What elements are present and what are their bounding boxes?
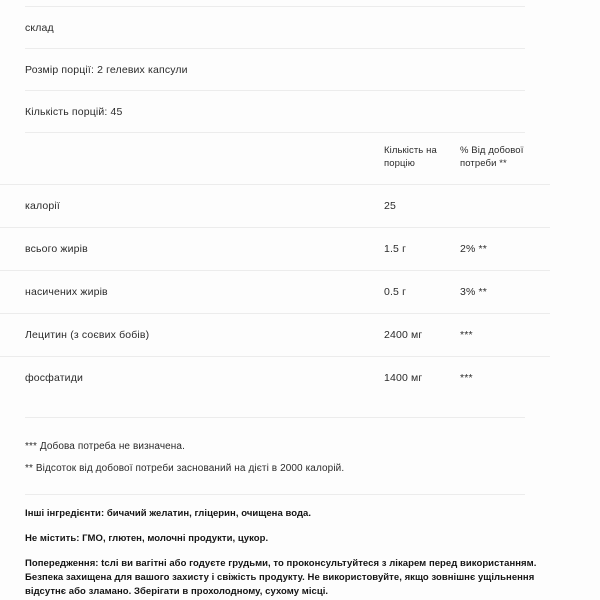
column-header-spacer	[550, 133, 600, 185]
spacer-after-disclaimer-divider	[0, 495, 600, 507]
nutrient-amount: 1.5 г	[384, 228, 460, 271]
row-spacer	[550, 314, 600, 357]
table-row	[0, 271, 600, 314]
servings-per-container-text: Кількість порцій: 45	[25, 105, 123, 118]
serving-size-row	[0, 49, 600, 90]
table-row	[0, 185, 600, 228]
table-body	[0, 185, 600, 400]
table-row	[0, 314, 600, 357]
warning-text: Попередження: tcлі ви вагітні або годуєте грудьми, то проконсультуйтеся з лікарем перед використанням. Безпека захищена для вашого захисту і свіжість продукту. Не використовуйте, якщо зовнішнє ущільнення відсутнє або зламано. Зберігати в прохолодному, сухому місці.	[25, 558, 537, 597]
footnotes-block	[0, 436, 600, 480]
table-row	[0, 357, 600, 400]
row-spacer	[550, 228, 600, 271]
nutrient-daily-value: 3% **	[460, 271, 550, 314]
nutrient-daily-value: 2% **	[460, 228, 550, 271]
nutrient-daily-value: ***	[460, 314, 550, 357]
servings-per-container-row	[0, 91, 600, 132]
nutrient-amount: 0.5 г	[384, 271, 460, 314]
nutrient-amount: 2400 мг	[384, 314, 460, 357]
footnote-daily-value-not-established: *** Добова потреба не визначена.	[25, 441, 185, 452]
label-heading-row	[0, 7, 600, 48]
free-from-text: Не містить: ГМО, глютен, молочні продукти, цукор.	[25, 533, 269, 544]
nutrient-daily-value	[460, 185, 550, 228]
column-header-nutrient	[0, 133, 384, 185]
nutrient-name: всього жирів	[0, 228, 384, 271]
column-header-amount-per-serving: Кількість на порцію	[384, 145, 437, 169]
nutrient-name: насичених жирів	[0, 271, 384, 314]
nutrient-name: фосфатиди	[0, 357, 384, 400]
other-ingredients-text: Інші інгредієнти: бичачий желатин, гліцерин, очищена вода.	[25, 508, 312, 519]
spacer-before-footnotes	[0, 399, 600, 417]
nutrient-amount: 1400 мг	[384, 357, 460, 400]
nutrient-name: Лецитин (з соєвих бобів)	[0, 314, 384, 357]
spacer-after-footnote-divider	[0, 418, 600, 436]
serving-size-text: Розмір порції: 2 гелевих капсули	[25, 63, 188, 76]
disclaimers-block	[0, 507, 600, 599]
table-row	[0, 228, 600, 271]
spacer-before-disclaimers	[0, 480, 600, 494]
row-spacer	[550, 185, 600, 228]
nutrient-amount: 25	[384, 185, 460, 228]
label-heading: склад	[25, 21, 54, 34]
table-header-row	[0, 133, 600, 185]
nutrient-daily-value: ***	[460, 357, 550, 400]
nutrition-facts-table	[0, 133, 600, 399]
nutrient-name: калорії	[0, 185, 384, 228]
row-spacer	[550, 357, 600, 400]
footnote-percent-daily-value-basis: ** Відсоток від добової потреби заснований на дієті в 2000 калорій.	[25, 463, 345, 474]
row-spacer	[550, 271, 600, 314]
column-header-percent-daily-value: % Від добової потреби **	[460, 145, 524, 169]
